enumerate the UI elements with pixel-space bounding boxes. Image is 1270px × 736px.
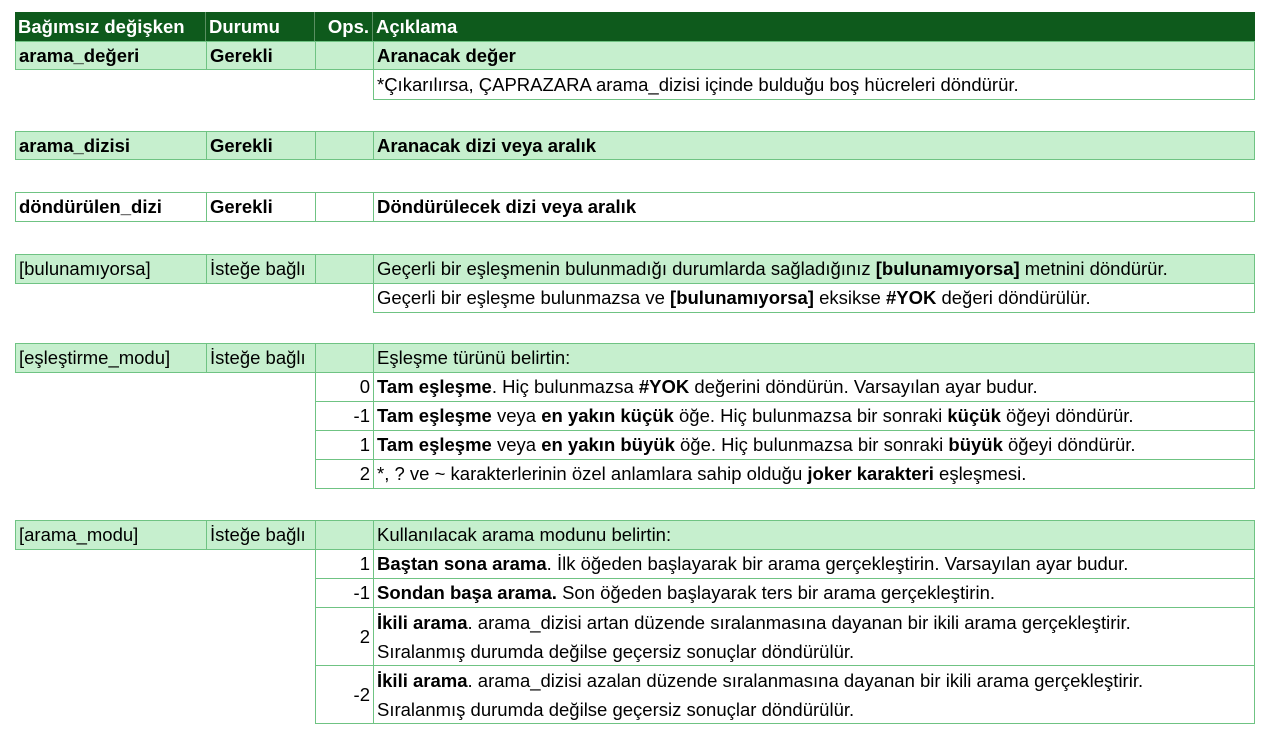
option-description [373, 459, 1255, 489]
desc-text: eşleşmesi. [933, 463, 1027, 484]
arg-arama-degeri: arama_değeri [15, 41, 207, 70]
desc-bold: joker karakteri [807, 463, 934, 484]
option-description [373, 665, 1255, 724]
desc-line-2: Sıralanmış durumda değilse geçersiz sonuçlar döndürülür. [377, 699, 855, 720]
desc-bulunamiyorsa [373, 254, 1255, 284]
option-description [373, 401, 1255, 431]
desc-arama-dizisi: Aranacak dizi veya aralık [373, 131, 1255, 160]
option-description [373, 549, 1255, 579]
desc-bold: Tam eşleşme [377, 405, 492, 426]
desc-text: metnini döndürür. [1019, 258, 1168, 279]
desc-text: eksikse [813, 287, 886, 308]
option-description [373, 578, 1255, 608]
note-arama-degeri: *Çıkarılırsa, ÇAPRAZARA arama_dizisi içinde bulduğu boş hücreleri döndürür. [373, 69, 1255, 100]
opt-eslestirme-modu [315, 343, 374, 373]
desc-line [377, 608, 1254, 637]
desc-bold: Sondan başa arama. [377, 582, 557, 603]
desc-line-2: Sıralanmış durumda değilse geçersiz sonuçlar döndürülür. [377, 641, 855, 662]
desc-text: öğeyi döndürür. [1002, 434, 1136, 455]
desc-bold: [bulunamıyorsa] [875, 258, 1020, 279]
desc-bold: en yakın büyük [541, 434, 675, 455]
desc-bold: #YOK [885, 287, 937, 308]
desc-text: veya [491, 434, 542, 455]
status-bulunamiyorsa: İsteğe bağlı [206, 254, 316, 284]
desc-bold: büyük [948, 434, 1003, 455]
opt-arama-modu [315, 520, 374, 550]
desc-text: Geçerli bir eşleşmenin bulunmadığı durumlarda sağladığınız [377, 258, 876, 279]
status-arama-modu: İsteğe bağlı [206, 520, 316, 550]
option-description [373, 372, 1255, 402]
desc-bold: en yakın küçük [541, 405, 674, 426]
option-code: -2 [315, 665, 374, 724]
desc-arama-degeri: Aranacak değer [373, 41, 1255, 70]
arg-bulunamiyorsa: [bulunamıyorsa] [15, 254, 207, 284]
desc-line [377, 666, 1254, 695]
option-description [373, 607, 1255, 666]
option-code: 2 [315, 459, 374, 489]
opt-bulunamiyorsa [315, 254, 374, 284]
desc-text: . Hiç bulunmazsa [491, 376, 639, 397]
header-description: Açıklama [373, 12, 1255, 41]
header-options: Ops. [315, 12, 373, 41]
status-dondurulen-dizi: Gerekli [206, 192, 316, 222]
status-arama-dizisi: Gerekli [206, 131, 316, 160]
desc-text: değeri döndürülür. [936, 287, 1091, 308]
header-argument: Bağımsız değişken [15, 12, 206, 41]
desc-dondurulen-dizi: Döndürülecek dizi veya aralık [373, 192, 1255, 222]
option-code: 1 [315, 430, 374, 460]
desc-bold: #YOK [638, 376, 690, 397]
desc-bold: [bulunamıyorsa] [670, 287, 814, 308]
desc-bold: Tam eşleşme [377, 376, 492, 397]
desc-eslestirme-modu: Eşleşme türünü belirtin: [373, 343, 1255, 373]
opt-dondurulen-dizi [315, 192, 374, 222]
desc-text: . İlk öğeden başlayarak bir arama gerçekleştirin. Varsayılan ayar budur. [546, 553, 1129, 574]
option-code: 1 [315, 549, 374, 579]
arg-dondurulen-dizi: döndürülen_dizi [15, 192, 207, 222]
arg-eslestirme-modu: [eşleştirme_modu] [15, 343, 207, 373]
status-eslestirme-modu: İsteğe bağlı [206, 343, 316, 373]
option-description [373, 430, 1255, 460]
desc-bold: küçük [947, 405, 1001, 426]
arg-arama-modu: [arama_modu] [15, 520, 207, 550]
desc-bold: Tam eşleşme [377, 434, 492, 455]
option-code: -1 [315, 578, 374, 608]
desc-text: değerini döndürün. Varsayılan ayar budur. [689, 376, 1038, 397]
desc-arama-modu: Kullanılacak arama modunu belirtin: [373, 520, 1255, 550]
option-code: -1 [315, 401, 374, 431]
desc-text: öğe. Hiç bulunmazsa bir sonraki [673, 405, 948, 426]
desc-text: veya [491, 405, 542, 426]
header-status: Durumu [206, 12, 315, 41]
desc-text: *, ? ve ~ karakterlerinin özel anlamlara sahip olduğu [377, 463, 808, 484]
arg-arama-dizisi: arama_dizisi [15, 131, 207, 160]
desc-bold: İkili arama [377, 670, 468, 691]
desc-text: Son öğeden başlayarak ters bir arama gerçekleştirin. [556, 582, 995, 603]
desc-text: Geçerli bir eşleşme bulunmazsa ve [377, 287, 671, 308]
desc-bold: İkili arama [377, 612, 468, 633]
desc-bold: Baştan sona arama [377, 553, 547, 574]
desc-text: öğeyi döndürür. [1000, 405, 1134, 426]
opt-arama-degeri [315, 41, 374, 70]
note-bulunamiyorsa [373, 283, 1255, 313]
desc-text: öğe. Hiç bulunmazsa bir sonraki [674, 434, 949, 455]
desc-text: . arama_dizisi azalan düzende sıralanmasına dayanan bir ikili arama gerçekleştirir. [467, 670, 1144, 691]
opt-arama-dizisi [315, 131, 374, 160]
desc-text: . arama_dizisi artan düzende sıralanmasına dayanan bir ikili arama gerçekleştirir. [467, 612, 1131, 633]
option-code: 2 [315, 607, 374, 666]
status-arama-degeri: Gerekli [206, 41, 316, 70]
option-code: 0 [315, 372, 374, 402]
